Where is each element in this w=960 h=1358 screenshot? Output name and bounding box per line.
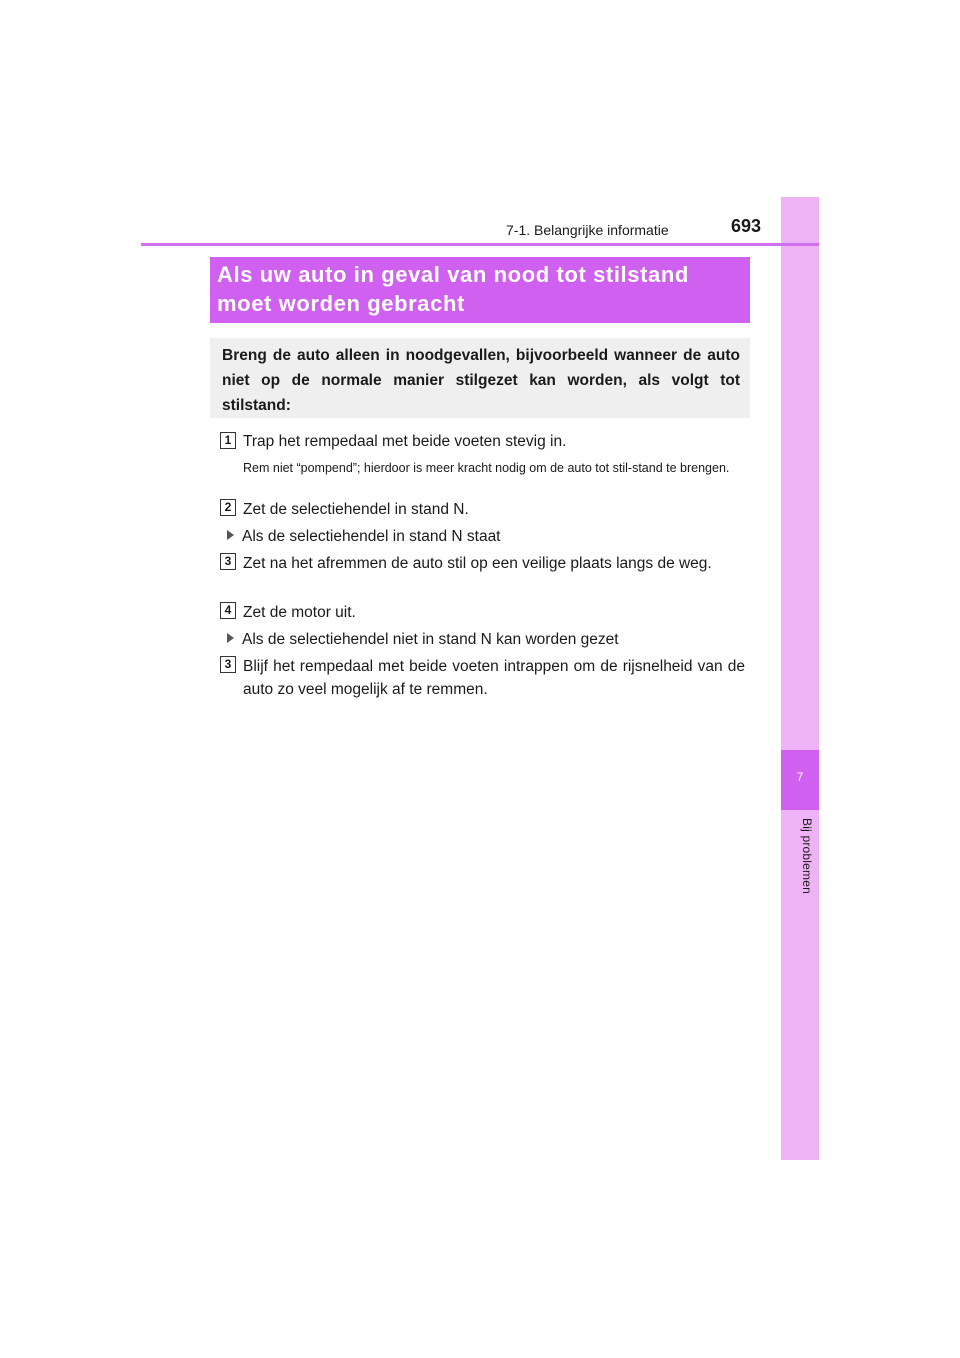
subhead-not-neutral: [227, 628, 747, 651]
section-title-line-2: moet worden gebracht: [217, 291, 465, 316]
section-title-line-1: Als uw auto in geval van nood tot stilstand: [217, 262, 689, 287]
step-5-text: Blijf het rempedaal met beide voeten intrappen om de rijsnelheid van de auto zo veel mogelijk af te remmen.: [243, 658, 745, 698]
step-badge-5: 3: [220, 656, 236, 673]
step-2-text: Zet de selectiehendel in stand N.: [243, 501, 469, 518]
step-4-text: Zet de motor uit.: [243, 604, 356, 621]
chapter-label: Bij problemen: [800, 818, 814, 894]
header-divider: [141, 243, 819, 246]
step-badge-1: 1: [220, 432, 236, 449]
subhead-neutral-text: Als de selectiehendel in stand N staat: [242, 528, 501, 545]
step-badge-4: 4: [220, 602, 236, 619]
step-badge-3: 3: [220, 553, 236, 570]
chapter-side-tab: [781, 197, 819, 1160]
intro-box: [210, 338, 750, 418]
header-section-title: 7-1. Belangrijke informatie: [506, 222, 669, 238]
section-title-box: [210, 257, 750, 323]
step-1-text: Trap het rempedaal met beide voeten stevig in.: [243, 433, 567, 450]
triangle-bullet-icon: [227, 530, 234, 540]
page-number: 693: [731, 216, 762, 236]
step-badge-2: 2: [220, 499, 236, 516]
step-1-note: Rem niet “pompend”; hierdoor is meer kracht nodig om de auto tot stil-stand te brengen.: [243, 461, 730, 475]
intro-text: Breng de auto alleen in noodgevallen, bijvoorbeeld wanneer de auto niet op de normale manier stilgezet kan worden, als volgt tot stilstand:: [222, 347, 740, 414]
chapter-number: 7: [796, 770, 804, 784]
triangle-bullet-icon: [227, 633, 234, 643]
subhead-not-neutral-text: Als de selectiehendel niet in stand N kan worden gezet: [242, 631, 619, 648]
step-3-text: Zet na het afremmen de auto stil op een veilige plaats langs de weg.: [243, 555, 712, 572]
subhead-neutral: [227, 525, 747, 548]
